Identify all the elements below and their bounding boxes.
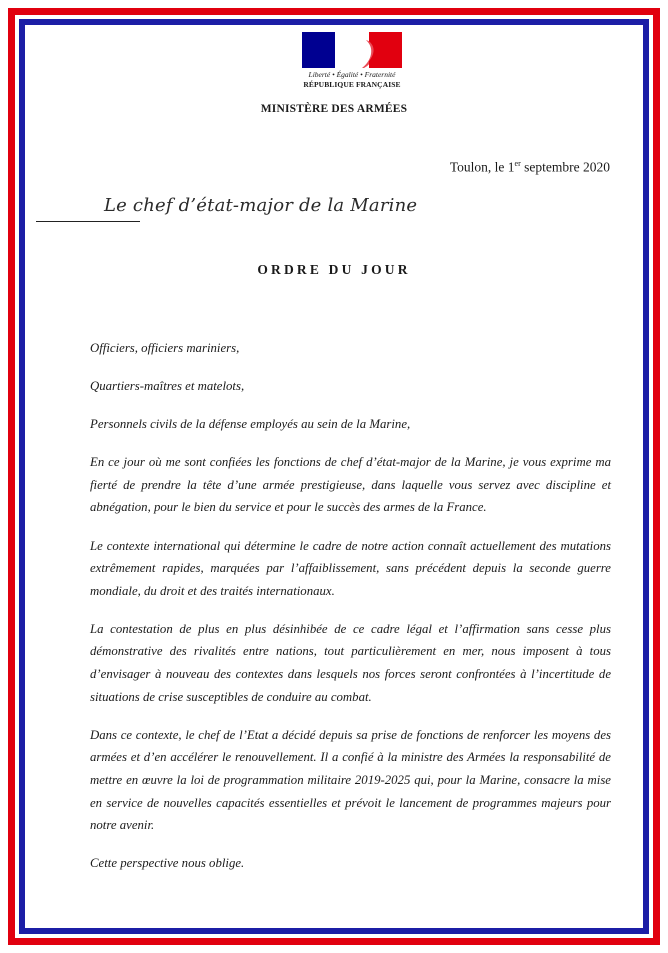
republique-francaise-text: RÉPUBLIQUE FRANÇAISE (303, 80, 401, 89)
marianne-profile-icon (322, 32, 382, 68)
body-paragraph: En ce jour où me sont confiées les fonctions de chef d’état-major de la Marine, je vous exprime ma fierté de prendre la tête d’une armée prestigieuse, dans laquelle vous servez avec discipline et abnégation, pour le bien du service et pour le succès des armes de la France. (90, 455, 611, 515)
body-paragraph: Dans ce contexte, le chef de l’Etat a décidé depuis sa prise de fonctions de renforcer les moyens des armées et d’en accélérer le renouvellement. Il a confié à la ministre des Armées la responsabilité de mettre en œuvre la loi de programmation militaire 2019-2025 qui, pour la Marine, consacre la mise en service de nouvelles capacités essentielles et prévoit le lancement de programmes majeurs pour notre avenir. (90, 727, 611, 833)
body-paragraph: Le contexte international qui détermine le cadre de notre action connaît actuellement des mutations extrêmement rapides, marquées par l’affaiblissement, sans précédent depuis la seconde guerre mondiale, du droit et des traités internationaux. (90, 538, 611, 598)
date-suffix: septembre 2020 (520, 159, 610, 175)
republique-francaise-logo (299, 32, 405, 96)
closing-line: Cette perspective nous oblige. (90, 856, 245, 871)
motto-text: Liberté • Égalité • Fraternité (308, 70, 396, 79)
date-ordinal: er (514, 159, 521, 168)
ministry-name: MINISTÈRE DES ARMÉES (260, 103, 408, 115)
place-and-date (450, 159, 610, 176)
document-heading: ORDRE DU JOUR (257, 262, 411, 277)
salutation-sailors: Quartiers-maîtres et matelots, (90, 379, 245, 394)
date-prefix: Toulon, le 1 (449, 159, 515, 175)
signatory-title: Le chef d’état-major de la Marine (104, 195, 418, 216)
document-body (90, 337, 611, 890)
body-paragraph: La contestation de plus en plus désinhibée de ce cadre légal et l’affirmation sans cesse plus démonstrative des rivalités entre nations, tout particulièrement en mer, nous imposent à tous d’envisager à nouveau des contextes dans lesquels nos forces seront confrontées à l’incertitude de situations de crise susceptibles de conduire au combat. (90, 621, 611, 704)
salutation-officers: Officiers, officiers mariniers, (90, 341, 240, 355)
signatory-underline (36, 221, 140, 222)
salutation-civilians: Personnels civils de la défense employés au sein de la Marine, (90, 417, 411, 432)
